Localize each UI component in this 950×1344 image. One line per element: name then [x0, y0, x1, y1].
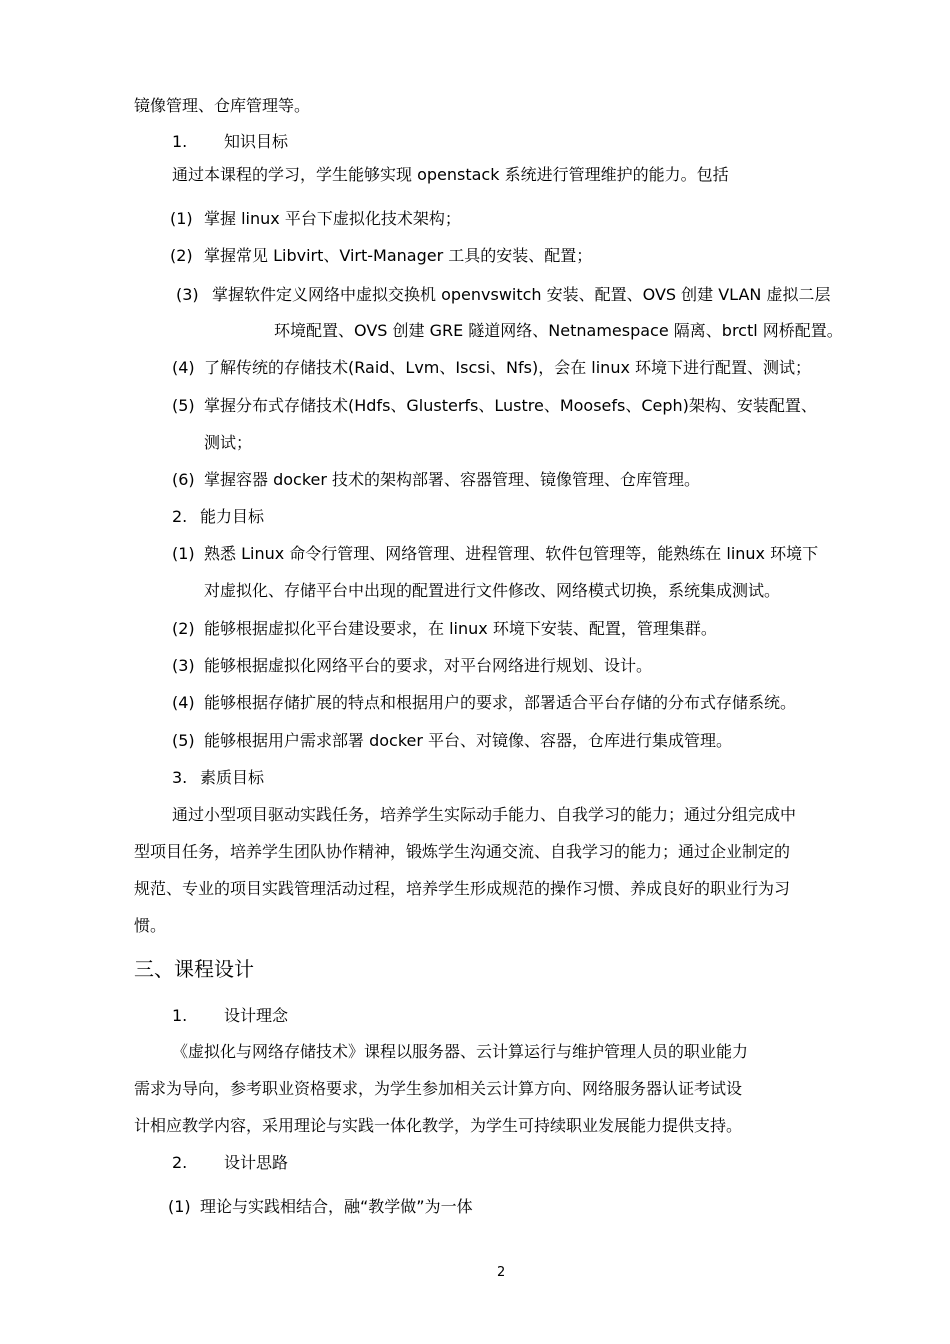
- list-item-text: 能够根据虚拟化平台建设要求，在 linux 环境下安装、配置，管理集群。: [204, 619, 717, 638]
- list-item-continuation: 测试；: [204, 433, 253, 452]
- list-item-text: 熟悉 Linux 命令行管理、网络管理、进程管理、软件包管理等，能熟练在 linux 环境下: [204, 544, 819, 563]
- section-heading: 素质目标: [200, 768, 265, 787]
- list-number: (1): [168, 1197, 191, 1216]
- list-number: 3.: [172, 768, 188, 787]
- list-item-continuation: 对虚拟化、存储平台中出现的配置进行文件修改、网络模式切换，系统集成测试。: [204, 581, 781, 600]
- list-number: (1): [170, 209, 193, 228]
- paragraph-line: 需求为导向，参考职业资格要求，为学生参加相关云计算方向、网络服务器认证考试设: [134, 1079, 743, 1098]
- list-item-text: 掌握 linux 平台下虚拟化技术架构；: [204, 209, 461, 228]
- list-number: (4): [172, 693, 195, 712]
- section-heading: 设计理念: [224, 1006, 289, 1025]
- list-number: (5): [172, 731, 195, 750]
- list-number: (1): [172, 544, 195, 563]
- list-item-text: 能够根据存储扩展的特点和根据用户的要求，部署适合平台存储的分布式存储系统。: [204, 693, 797, 712]
- list-number: (2): [170, 246, 193, 265]
- list-number: (5): [172, 396, 195, 415]
- paragraph-line: 计相应教学内容，采用理论与实践一体化教学，为学生可持续职业发展能力提供支持。: [134, 1116, 743, 1135]
- list-number: 2.: [172, 1153, 188, 1172]
- section-heading: 能力目标: [200, 507, 265, 526]
- paragraph-line: 《虚拟化与网络存储技术》课程以服务器、云计算运行与维护管理人员的职业能力: [172, 1042, 749, 1061]
- list-item-text: 掌握分布式存储技术(Hdfs、Glusterfs、Lustre、Moosefs、Ceph)架构、安装配置、: [204, 396, 817, 415]
- paragraph-line: 通过本课程的学习，学生能够实现 openstack 系统进行管理维护的能力。包括: [172, 165, 729, 184]
- list-number: (4): [172, 358, 195, 377]
- list-number: (3): [172, 656, 195, 675]
- paragraph-line: 通过小型项目驱动实践任务，培养学生实际动手能力、自我学习的能力；通过分组完成中: [172, 805, 797, 824]
- paragraph-line: 惯。: [134, 916, 167, 935]
- chapter-heading: 三、课程设计: [134, 957, 254, 981]
- paragraph-line: 型项目任务，培养学生团队协作精神，锻炼学生沟通交流、自我学习的能力；通过企业制定的: [134, 842, 791, 861]
- list-number: 2.: [172, 507, 188, 526]
- list-number: (3): [176, 285, 199, 304]
- list-item-text: 能够根据虚拟化网络平台的要求，对平台网络进行规划、设计。: [204, 656, 653, 675]
- list-item-text: 理论与实践相结合，融“教学做”为一体: [200, 1197, 473, 1216]
- section-heading: 知识目标: [224, 132, 289, 151]
- page-number: 2: [497, 1265, 506, 1280]
- list-item-text: 掌握容器 docker 技术的架构部署、容器管理、镜像管理、仓库管理。: [204, 470, 701, 489]
- list-number: (2): [172, 619, 195, 638]
- list-item-text: 了解传统的存储技术(Raid、Lvm、Iscsi、Nfs)，会在 linux 环境下进行配置、测试；: [204, 358, 812, 377]
- list-item-text: 掌握常见 Libvirt、Virt-Manager 工具的安装、配置；: [204, 246, 593, 265]
- list-number: (6): [172, 470, 195, 489]
- list-item-text: 能够根据用户需求部署 docker 平台、对镜像、容器，仓库进行集成管理。: [204, 731, 733, 750]
- section-heading: 设计思路: [224, 1153, 289, 1172]
- list-number: 1.: [172, 132, 188, 151]
- list-item-text: 掌握软件定义网络中虚拟交换机 openvswitch 安装、配置、OVS 创建 VLAN 虚拟二层: [212, 285, 831, 304]
- list-item-continuation: 环境配置、OVS 创建 GRE 隧道网络、Netnamespace 隔离、brctl 网桥配置。: [274, 321, 843, 340]
- paragraph-line: 镜像管理、仓库管理等。: [134, 96, 311, 115]
- list-number: 1.: [172, 1006, 188, 1025]
- paragraph-line: 规范、专业的项目实践管理活动过程，培养学生形成规范的操作习惯、养成良好的职业行为习: [134, 879, 791, 898]
